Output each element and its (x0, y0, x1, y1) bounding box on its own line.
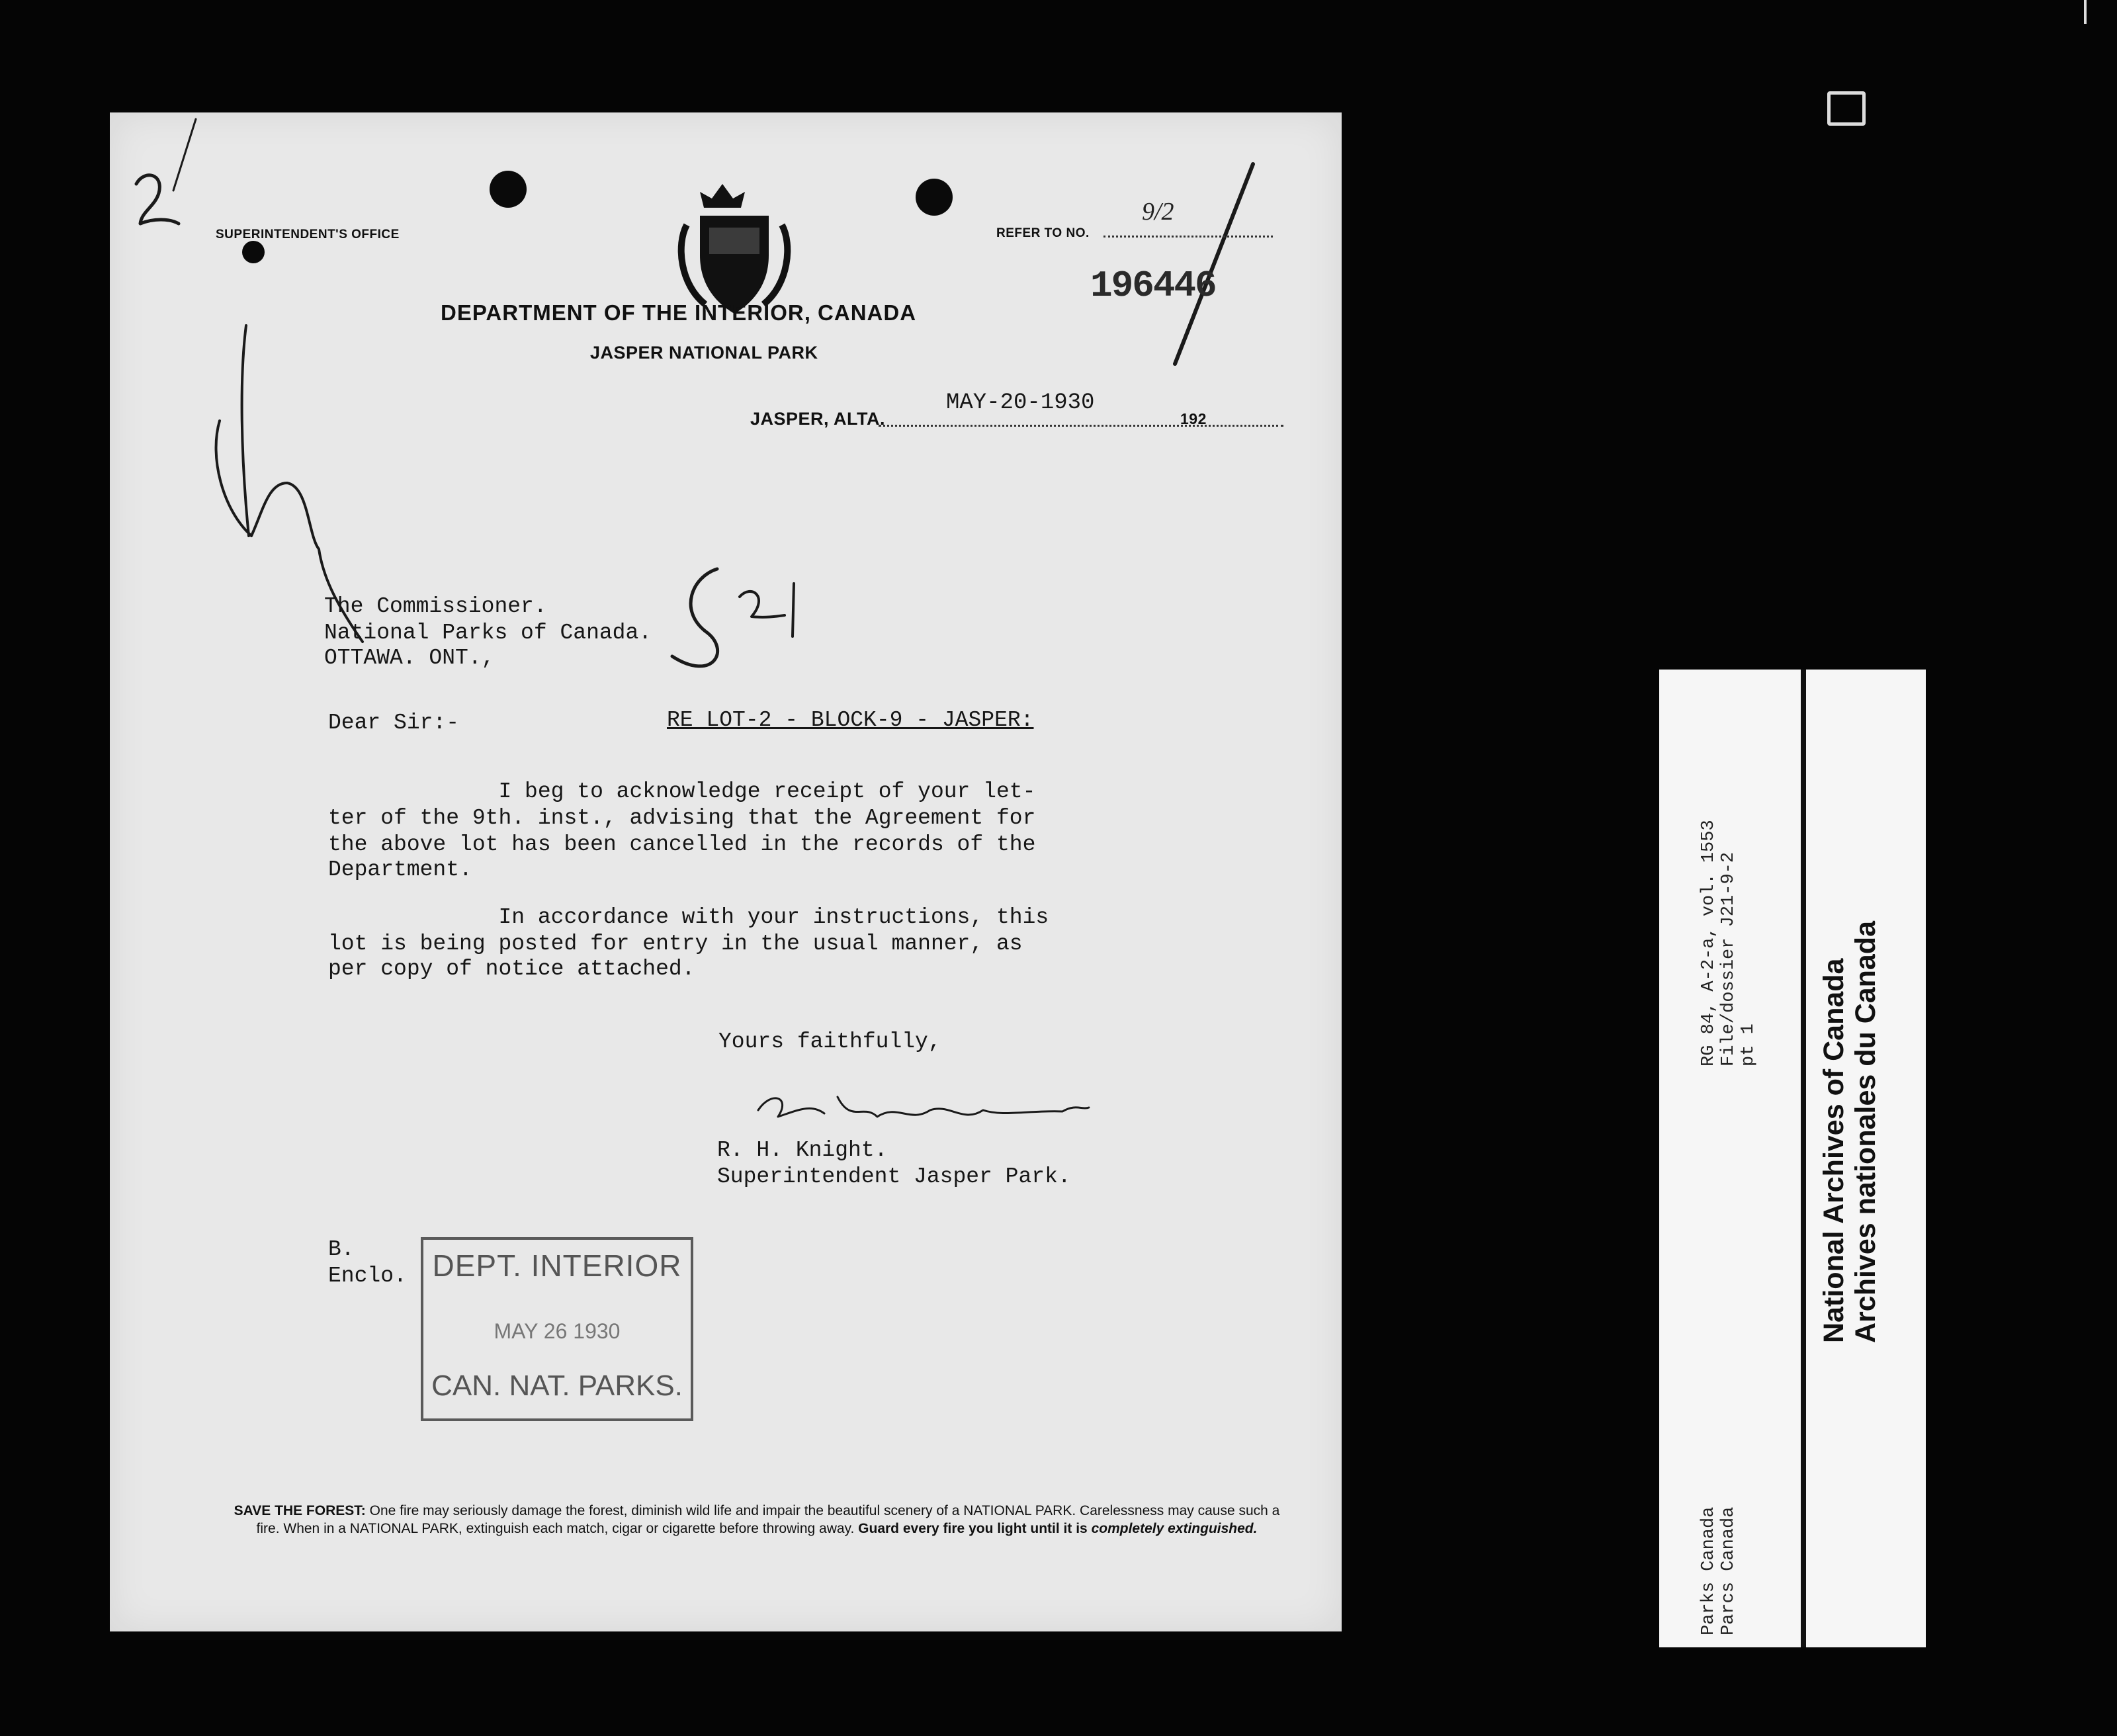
archive-reference-line-1: RG 84, A-2-a, vol. 1553 (1699, 820, 1719, 1066)
stamp-department: DEPT. INTERIOR (432, 1248, 682, 1283)
file-number-handwritten: 9/2 (1142, 198, 1174, 226)
footer-italic: completely extinguished. (1091, 1521, 1258, 1536)
address-line-3: OTTAWA. ONT., (324, 646, 495, 670)
body-p1-line1: I beg to acknowledge receipt of your let- (328, 779, 1036, 804)
file-number-stamped: 196446 (1090, 265, 1216, 307)
place-label: JASPER, ALTA. (750, 409, 886, 429)
signatory-title: Superintendent Jasper Park. (717, 1164, 1071, 1189)
agency-name-fr: Parcs Canada (1719, 1506, 1739, 1635)
office-label: SUPERINTENDENT'S OFFICE (216, 228, 400, 241)
body-p1-line4: Department. (328, 857, 472, 882)
enclosure-initial: B. (328, 1237, 355, 1262)
archives-name-en: National Archives of Canada (1818, 958, 1850, 1343)
signatory-name: R. H. Knight. (717, 1138, 888, 1162)
archive-reference-line-2: File/dossier J21-9-2 (1719, 851, 1739, 1066)
footer-lead: SAVE THE FOREST: (234, 1503, 366, 1518)
film-frame-mark (1827, 91, 1866, 126)
year-prefix: 192 (1180, 410, 1207, 427)
archives-name-fr: Archives nationales du Canada (1850, 920, 1881, 1343)
body-p2-line1: In accordance with your instructions, this (328, 905, 1049, 930)
park-heading: JASPER NATIONAL PARK (590, 343, 818, 363)
subject-line: RE LOT-2 - BLOCK-9 - JASPER: (667, 708, 1034, 732)
received-stamp (421, 1237, 693, 1421)
letter-sheet (110, 112, 1342, 1631)
archive-label (1659, 670, 1926, 1647)
address-line-2: National Parks of Canada. (324, 621, 652, 645)
date-line (879, 425, 1283, 427)
closing: Yours faithfully, (718, 1029, 941, 1054)
body-p1-line2: ter of the 9th. inst., advising that the Agreement for (328, 806, 1036, 830)
letter-date: MAY-20-1930 (946, 390, 1095, 415)
handwritten-file-note (652, 557, 838, 670)
stamp-agency: CAN. NAT. PARKS. (431, 1369, 683, 1402)
stamp-date: MAY 26 1930 (494, 1319, 621, 1343)
save-the-forest-footer (221, 1502, 1293, 1538)
body-p1-line3: the above lot has been cancelled in the records of the (328, 832, 1036, 857)
archive-reference-line-3: pt 1 (1739, 1023, 1758, 1066)
body-p2-line2: lot is being posted for entry in the usual manner, as (328, 932, 1023, 956)
department-heading: DEPARTMENT OF THE INTERIOR, CANADA (441, 300, 917, 325)
refer-to-line (1103, 236, 1273, 238)
label-divider (1801, 670, 1806, 1647)
signature (752, 1084, 1096, 1137)
agency-name-en: Parks Canada (1699, 1506, 1719, 1635)
coat-of-arms-seal (681, 184, 788, 314)
refer-to-label: REFER TO NO. (996, 226, 1090, 240)
address-line-1: The Commissioner. (324, 594, 547, 619)
footer-text: One fire may seriously damage the forest, diminish wild life and impair the beautiful scenery of a NATIONAL PARK. Carelessness may cause such a fire. When in a NATIONAL PARK, extinguish each match, cigar or cigarette before throwing away. (256, 1503, 1280, 1536)
footer-bold: Guard every fire you light until it is (858, 1521, 1092, 1536)
salutation: Dear Sir:- (328, 711, 460, 735)
film-edge-mark (2084, 0, 2087, 24)
enclosure-note: Enclo. (328, 1264, 407, 1288)
body-p2-line3: per copy of notice attached. (328, 957, 695, 981)
